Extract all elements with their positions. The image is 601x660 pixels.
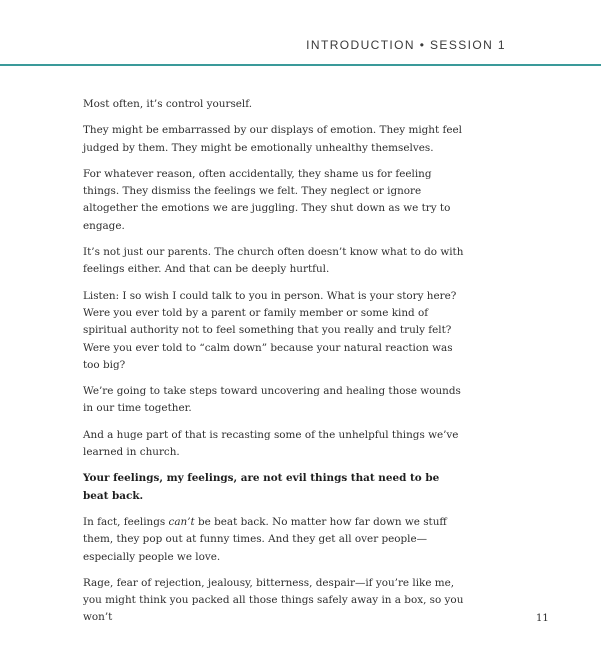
paragraph: Most often, it’s control yourself. [83, 98, 253, 110]
bold-statement: Your feelings, my feelings, are not evil things that need to be beat back. [83, 472, 440, 502]
paragraph: Listen: I so wish I could talk to you in person. What is your story here? Were you ever told by a parent or family member or some kind of spiritual authority not to feel something that you really and truly felt? Were you ever told to “calm down” because your natural reaction was too big? [83, 289, 457, 371]
paragraph: They might be embarrassed by our displays of emotion. They might feel judged by them. They might be emotionally unhealthy themselves. [83, 124, 462, 154]
paragraph: For whatever reason, often accidentally, they shame us for feeling things. They dismiss the feelings we felt. They neglect or ignore altogether the emotions we are juggling. They shut down as we try to engage. [83, 167, 451, 232]
paragraph: We’re going to take steps toward uncovering and healing those wounds in our time together. [83, 385, 461, 415]
header-rule [0, 64, 601, 66]
running-header: INTRODUCTION • SESSION 1 [306, 38, 506, 52]
paragraph: It’s not just our parents. The church often doesn’t know what to do with feelings either. And that can be deeply hurtful. [83, 246, 464, 276]
paragraph: Rage, fear of rejection, jealousy, bitterness, despair—if you’re like me, you might think you packed all those things safely away in a box, so you won’t [83, 576, 464, 624]
page-number: 11 [536, 613, 549, 624]
body-text [83, 96, 468, 627]
paragraph-text: be beat back. No matter how far down we stuff them, they pop out at funny times. And they get all over people—especially people we love. [83, 515, 447, 563]
paragraph-text: In fact, feelings [83, 515, 169, 528]
emphasis-text: can’t [168, 515, 195, 528]
paragraph [83, 514, 468, 566]
paragraph: And a huge part of that is recasting some of the unhelpful things we’ve learned in church. [83, 428, 459, 459]
